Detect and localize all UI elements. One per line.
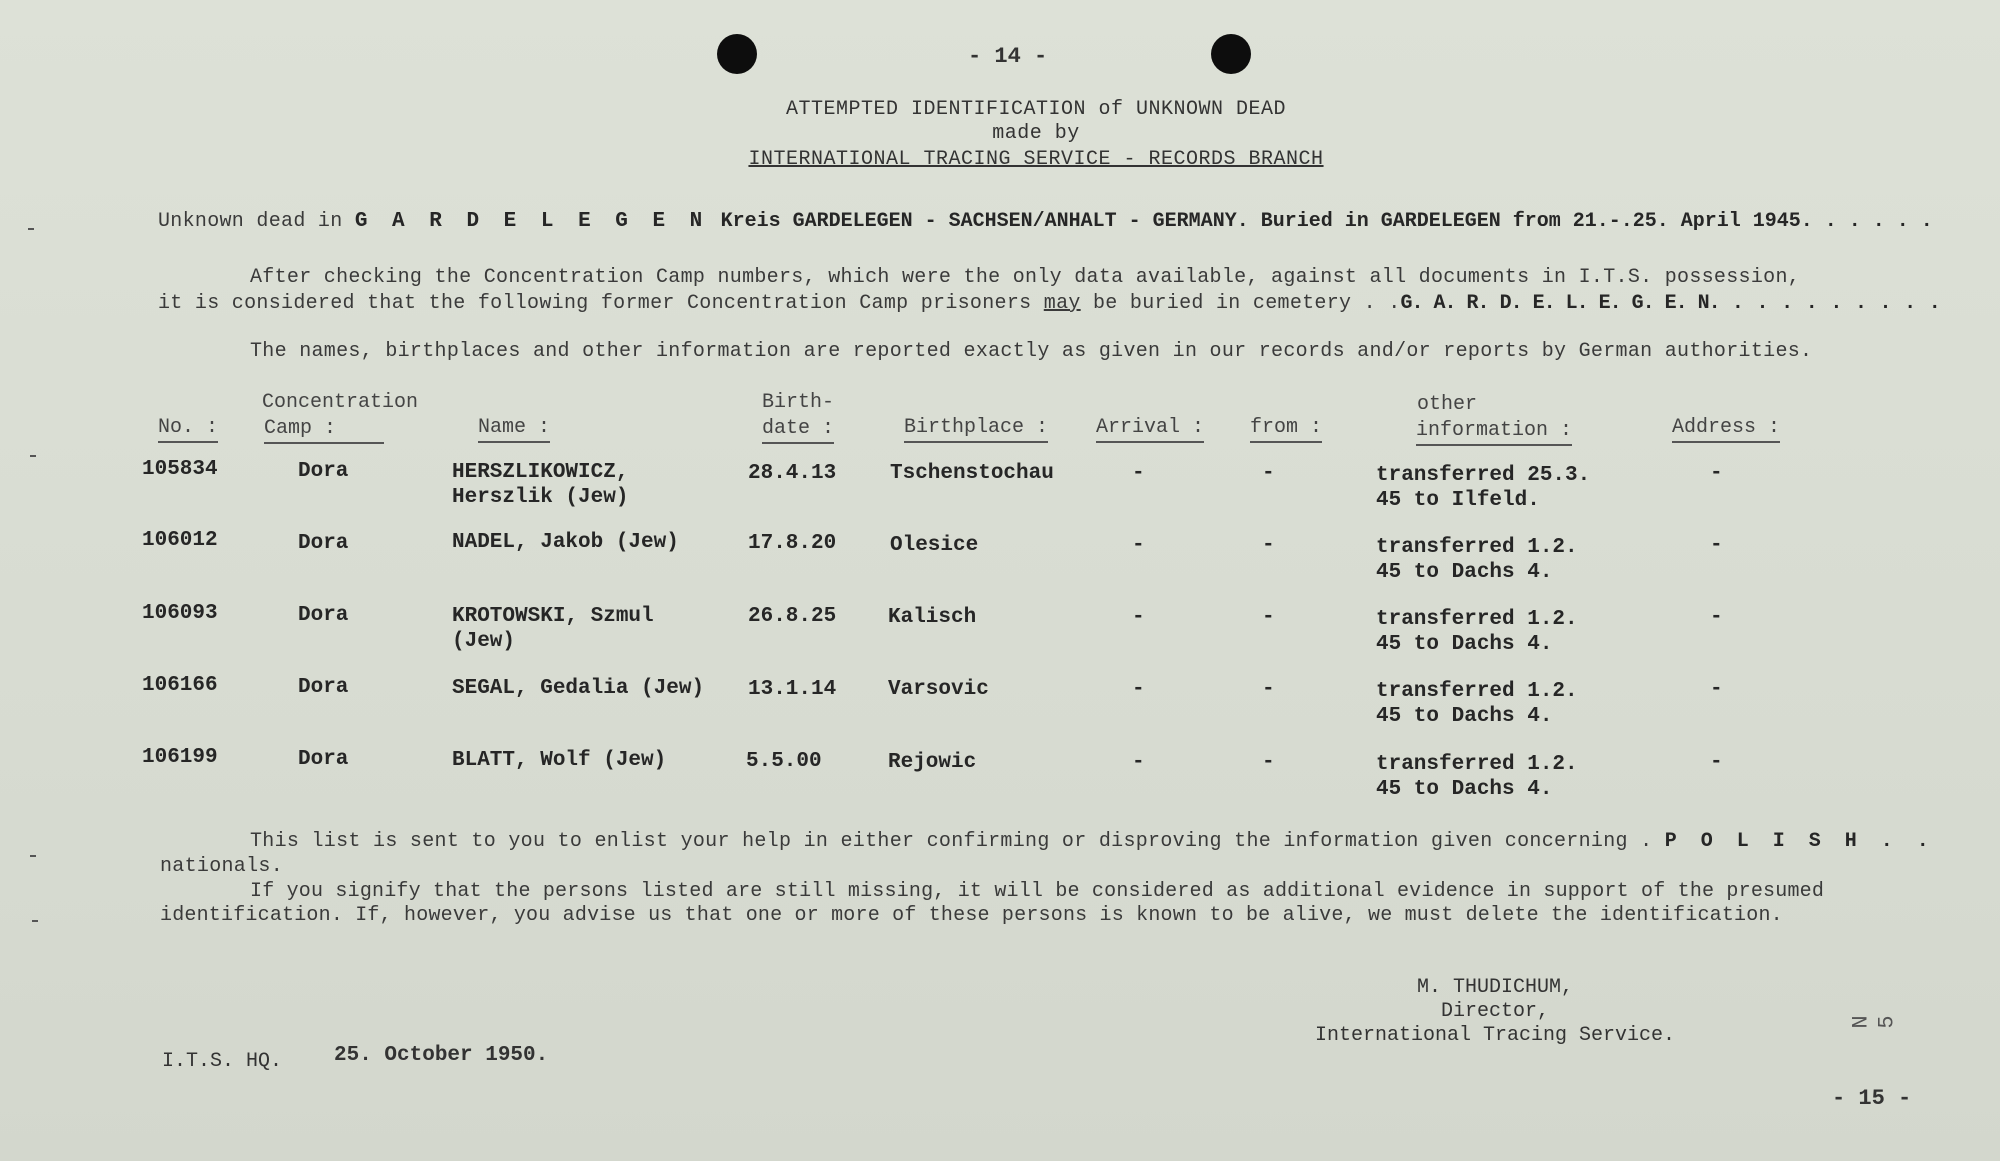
header-no: No. : [158, 416, 218, 439]
closing-paragraph-1-cont: nationals. [160, 855, 284, 878]
title-line-3 [636, 148, 1436, 171]
cell-arrival: - [1132, 751, 1145, 774]
footer-hq: I.T.S. HQ. [162, 1050, 283, 1073]
margin-mark [30, 455, 36, 457]
cell-birthdate: 13.1.14 [748, 678, 837, 701]
next-page-number: - 15 - [1832, 1086, 1912, 1111]
signature-block [1280, 976, 1710, 1048]
cell-other-info: transferred 1.2. 45 to Dachs 4. [1376, 608, 1578, 656]
unknown-dead-line [158, 210, 1933, 233]
cell-address: - [1710, 534, 1723, 557]
cell-camp: Dora [298, 676, 349, 699]
closing-paragraph-2-line-1: If you signify that the persons listed are still missing, it will be considered as additional evidence in support of the presumed [250, 880, 1825, 903]
cell-name: SEGAL, Gedalia (Jew) [452, 677, 705, 700]
cell-birthdate: 5.5.00 [746, 750, 822, 773]
header-birthdate: Birth- date : [762, 390, 834, 442]
signatory-org: International Tracing Service. [1314, 1024, 1676, 1047]
cell-camp: Dora [298, 460, 349, 483]
footer-date: 25. October 1950. [334, 1044, 549, 1067]
names-note: The names, birthplaces and other information are reported exactly as given in our records and/or reports by German authorities. [250, 340, 1813, 363]
cell-name: BLATT, Wolf (Jew) [452, 749, 667, 772]
intro-text: it is considered that the following former Concentration Camp prisoners [158, 292, 1032, 315]
header-name: Name : [478, 416, 550, 439]
intro-paragraph-line-2 [158, 292, 1941, 315]
title-line-2: made by [992, 122, 1080, 145]
cell-no: 106012 [142, 529, 218, 552]
cell-arrival: - [1132, 678, 1145, 701]
cell-name: HERSZLIKOWICZ, Herszlik (Jew) [452, 461, 629, 509]
cell-arrival: - [1132, 534, 1145, 557]
header-camp: Concentration Camp : [262, 390, 418, 442]
signatory-title: Director, [1440, 1000, 1550, 1023]
cell-other-info: transferred 1.2. 45 to Dachs 4. [1376, 753, 1578, 801]
cell-birthdate: 28.4.13 [748, 462, 837, 485]
cell-camp: Dora [298, 748, 349, 771]
may-emphasis: may [1043, 292, 1081, 315]
cell-other-info: transferred 25.3. 45 to Ilfeld. [1376, 464, 1591, 512]
unknown-dead-label: Unknown dead in [158, 210, 343, 233]
cell-from: - [1262, 606, 1275, 629]
cell-no: 106093 [142, 602, 218, 625]
header-address: Address : [1672, 416, 1780, 439]
cell-arrival: - [1132, 462, 1145, 485]
title-line-1: ATTEMPTED IDENTIFICATION of UNKNOWN DEAD [785, 98, 1287, 121]
header-birthplace: Birthplace : [904, 416, 1048, 439]
cell-birthplace: Rejowic [888, 751, 977, 774]
cell-camp: Dora [298, 604, 349, 627]
cell-arrival: - [1132, 606, 1145, 629]
closing-text: This list is sent to you to enlist your help in either confirming or disproving the information given concerning . [250, 830, 1653, 853]
cell-no: 105834 [142, 458, 218, 481]
cell-birthplace: Tschenstochau [890, 462, 1054, 485]
cell-from: - [1262, 751, 1275, 774]
cell-address: - [1710, 678, 1723, 701]
header-from: from : [1250, 416, 1322, 439]
cell-birthplace: Kalisch [888, 606, 977, 629]
margin-mark [28, 228, 34, 230]
cell-address: - [1710, 751, 1723, 774]
cell-no: 106199 [142, 746, 218, 769]
margin-mark [30, 855, 36, 857]
cell-from: - [1262, 678, 1275, 701]
header-arrival: Arrival : [1096, 416, 1204, 439]
cell-birthplace: Varsovic [888, 678, 989, 701]
punch-hole-left [717, 34, 757, 74]
nationality: P O L I S H . . [1664, 830, 1935, 853]
cell-address: - [1710, 606, 1723, 629]
header-other-information: other information : [1416, 392, 1572, 444]
cell-other-info: transferred 1.2. 45 to Dachs 4. [1376, 536, 1578, 584]
punch-hole-right [1211, 34, 1251, 74]
cell-address: - [1710, 462, 1723, 485]
cell-camp: Dora [298, 532, 349, 555]
cell-other-info: transferred 1.2. 45 to Dachs 4. [1376, 680, 1578, 728]
intro-paragraph-line-1: After checking the Concentration Camp numbers, which were the only data available, against all documents in I.T.S. possession, [250, 266, 1801, 289]
closing-paragraph-1 [250, 830, 1935, 853]
signatory-name: M. THUDICHUM, [1416, 976, 1574, 999]
cell-name: KROTOWSKI, Szmul (Jew) [452, 605, 654, 653]
place-name: G A R D E L E G E N [354, 210, 709, 233]
cell-from: - [1262, 534, 1275, 557]
closing-paragraph-2-line-2: identification. If, however, you advise us that one or more of these persons is known to be alive, we must delete the identification. [160, 904, 1783, 927]
margin-note: N 5 [1848, 1015, 1900, 1029]
cell-birthdate: 26.8.25 [748, 605, 837, 628]
intro-text-cont: be buried in cemetery . . [1092, 292, 1401, 315]
cell-from: - [1262, 462, 1275, 485]
trailing-dots: . . . . . . . . . [1731, 292, 1942, 315]
cell-name: NADEL, Jakob (Jew) [452, 531, 679, 554]
cemetery-name: G. A. R. D. E. L. E. G. E. N. [1400, 292, 1720, 315]
cell-birthplace: Olesice [890, 534, 979, 557]
margin-mark [32, 920, 38, 922]
cell-no: 106166 [142, 674, 218, 697]
location-details: Kreis GARDELEGEN - SACHSEN/ANHALT - GERMANY. Buried in GARDELEGEN from 21.-.25. April 1945. . . . . . [720, 210, 1933, 233]
cell-birthdate: 17.8.20 [748, 532, 837, 555]
records-branch-heading: INTERNATIONAL TRACING SERVICE - RECORDS BRANCH [748, 148, 1324, 171]
page-number: - 14 - [968, 44, 1048, 69]
